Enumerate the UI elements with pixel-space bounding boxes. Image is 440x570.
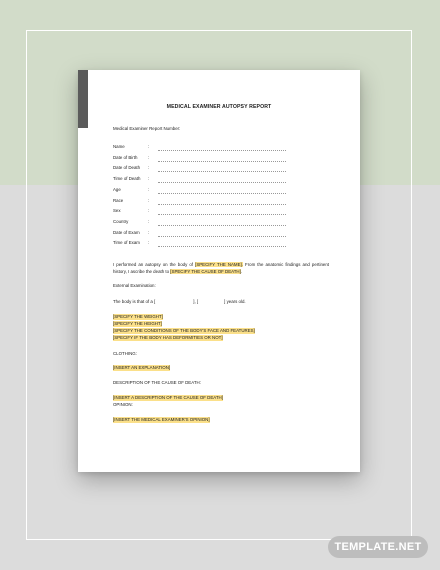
- field-blank-line: [158, 204, 286, 205]
- field-blank-line: [158, 214, 286, 215]
- field-row: [113, 155, 333, 163]
- field-row: [113, 240, 333, 248]
- field-row: [113, 208, 333, 216]
- external-item: [SPECIFY THE CONDITIONS OF THE BODY'S FACE AND FEATURES]: [113, 328, 255, 333]
- field-separator: :: [148, 165, 150, 171]
- field-label: Name: [113, 144, 125, 149]
- body-description-line: [113, 299, 246, 305]
- external-item: [SPECIFY IF THE BODY HAS DEFORMITIES OR NOT]: [113, 335, 223, 340]
- field-blank-line: [158, 161, 286, 162]
- field-separator: :: [148, 176, 150, 182]
- cause-value: [INSERT A DESCRIPTION OF THE CAUSE OF DEATH]: [113, 395, 223, 400]
- body-line-part-c: ] years old.: [224, 299, 246, 304]
- intro-text-3: .: [240, 269, 243, 274]
- intro-paragraph: [113, 261, 329, 275]
- field-label: Time of Death: [113, 176, 141, 182]
- field-separator: :: [148, 186, 150, 192]
- document-page: [78, 70, 360, 472]
- intro-highlight-name: [SPECIFY THE NAME].: [195, 262, 243, 267]
- intro-text-2: From the anatomic findings and pertinent history, I ascribe the death to: [113, 262, 329, 274]
- field-separator: :: [148, 229, 150, 235]
- opinion-value: [INSERT THE MEDICAL EXAMINER'S OPINION]: [113, 417, 210, 422]
- field-row: [113, 198, 333, 206]
- field-row: [113, 230, 333, 238]
- clothing-label: CLOTHING:: [113, 351, 137, 356]
- opinion-label: OPINION:: [113, 402, 133, 407]
- document-title: MEDICAL EXAMINER AUTOPSY REPORT: [166, 104, 272, 110]
- field-row: [113, 144, 333, 152]
- field-separator: :: [148, 144, 150, 149]
- field-blank-line: [158, 193, 286, 194]
- body-line-part-a: The body is that of a [: [113, 299, 156, 304]
- field-label: Age: [113, 186, 121, 192]
- cause-label: DESCRIPTION OF THE CAUSE OF DEATH:: [113, 380, 201, 385]
- field-label: Date of Birth: [113, 154, 138, 160]
- field-row: [113, 187, 333, 195]
- field-blank-line: [158, 171, 286, 172]
- field-blank-line: [158, 182, 286, 183]
- report-number-label: Medical Examiner Report Number:: [113, 126, 181, 131]
- field-blank-line: [158, 246, 286, 247]
- clothing-value: [INSERT AN EXPLANATION]: [113, 365, 171, 370]
- template-net-badge[interactable]: TEMPLATE.NET: [328, 536, 428, 558]
- body-line-part-b: ], [: [193, 299, 199, 304]
- intro-text-1: I performed an autopsy on the body of: [113, 262, 194, 267]
- field-separator: :: [148, 218, 150, 224]
- field-label: Race: [113, 197, 124, 203]
- field-blank-line: [158, 225, 286, 226]
- field-separator: :: [148, 240, 150, 246]
- field-separator: :: [148, 154, 150, 160]
- field-label: Sex: [113, 208, 121, 214]
- field-blank-line: [158, 150, 286, 151]
- field-row: [113, 219, 333, 227]
- field-row: [113, 165, 333, 173]
- document-side-bar: [78, 70, 88, 128]
- field-label: Time of Exam: [113, 240, 140, 246]
- field-separator: :: [148, 208, 150, 214]
- field-label: Country: [113, 218, 129, 224]
- field-label: Date of Exam: [113, 229, 140, 235]
- external-examination-label: External Examination:: [113, 283, 156, 288]
- field-label: Date of Death: [113, 165, 141, 171]
- field-separator: :: [148, 197, 150, 203]
- external-item: [SPECIFY THE WEIGHT]: [113, 314, 163, 319]
- external-item: [SPECIFY THE HEIGHT]: [113, 321, 162, 326]
- field-blank-line: [158, 236, 286, 237]
- field-row: [113, 176, 333, 184]
- intro-highlight-cause: [SPECIFY THE CAUSE OF DEATH]: [170, 269, 241, 274]
